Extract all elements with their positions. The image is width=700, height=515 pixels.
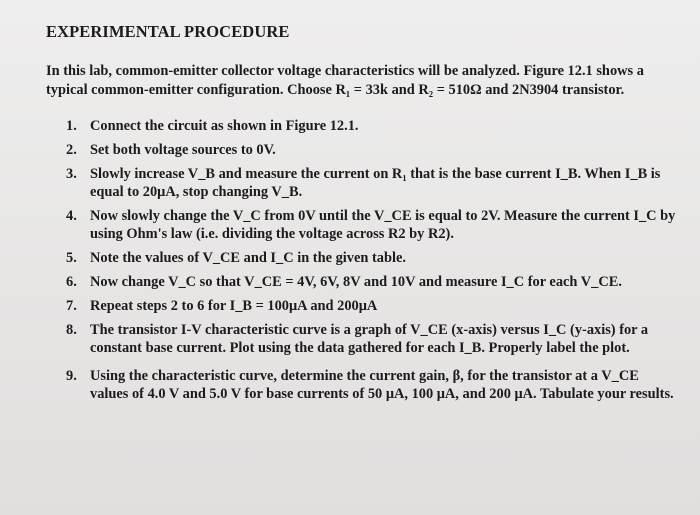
step-number: 5. — [66, 250, 77, 266]
intro-paragraph: In this lab, common-emitter collector voltage characteristics will be analyzed. Figure 12.1 shows a typical common-emitter configuration. Choose R₁ = 33k and R₂ = 510Ω and 2N3904 transistor. — [46, 63, 644, 98]
step-text: Repeat steps 2 to 6 for I_B = 100μA and 200μA — [90, 298, 378, 314]
step-number: 7. — [66, 298, 77, 314]
step-item — [46, 165, 680, 201]
step-item — [46, 117, 680, 135]
step-item — [46, 321, 680, 357]
step-item — [46, 207, 680, 243]
step-text: Set both voltage sources to 0V. — [90, 142, 276, 158]
step-text: Now change V_C so that V_CE = 4V, 6V, 8V and 10V and measure I_C for each V_CE. — [90, 274, 622, 290]
step-text: Slowly increase V_B and measure the current on R₁ that is the base current I_B. When I_B is equal to 20μA, stop changing V_B. — [90, 166, 661, 200]
step-item — [46, 141, 680, 159]
step-text: Connect the circuit as shown in Figure 12.1. — [90, 118, 359, 134]
step-text: Note the values of V_CE and I_C in the given table. — [90, 250, 406, 266]
section-heading: EXPERIMENTAL PROCEDURE — [46, 22, 290, 41]
procedure-steps — [46, 117, 680, 403]
step-text: The transistor I-V characteristic curve is a graph of V_CE (x-axis) versus I_C (y-axis) for a constant base current. Plot using the data gathered for each I_B. Properly label the plot. — [90, 322, 649, 356]
step-number: 3. — [66, 166, 77, 182]
step-number: 8. — [66, 322, 77, 338]
step-text: Now slowly change the V_C from 0V until the V_CE is equal to 2V. Measure the current I_C by using Ohm's law (i.e. dividing the voltage across R2 by R2). — [90, 208, 676, 242]
step-number: 2. — [66, 142, 77, 158]
step-item — [46, 297, 680, 315]
step-item — [46, 249, 680, 267]
step-number: 9. — [66, 368, 77, 384]
step-number: 6. — [66, 274, 77, 290]
step-number: 4. — [66, 208, 77, 224]
step-item — [46, 367, 680, 403]
step-text: Using the characteristic curve, determine the current gain, β, for the transistor at a V_CE values of 4.0 V and 5.0 V for base currents of 50 μA, 100 μA, and 200 μA. Tabulate your results. — [90, 368, 674, 402]
step-item — [46, 273, 680, 291]
step-number: 1. — [66, 118, 77, 134]
